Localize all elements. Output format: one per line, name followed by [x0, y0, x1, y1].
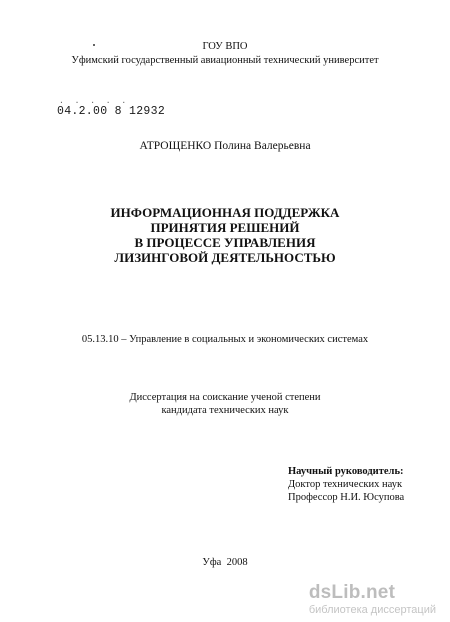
watermark-subtitle: библиотека диссертаций — [308, 604, 436, 616]
stamp-dots: . . . . . — [59, 97, 130, 106]
specialty-code: 05.13.10 – Управление в социальных и экономических системах — [81, 334, 369, 345]
dissertation-title — [0, 205, 450, 265]
library-stamp — [57, 97, 166, 118]
watermark-logo: dsLib.net — [308, 582, 396, 603]
title-line: ЛИЗИНГОВОЙ ДЕЯТЕЛЬНОСТЬЮ — [114, 250, 336, 265]
watermark — [309, 582, 436, 616]
university-name: Уфимский государственный авиационный технический университет — [71, 55, 379, 66]
degree-line: Диссертация на соискание ученой степени — [129, 392, 321, 403]
degree-statement — [0, 391, 450, 417]
scientific-advisor — [288, 465, 404, 504]
advisor-degree: Доктор технических наук — [288, 479, 403, 490]
title-line: ИНФОРМАЦИОННАЯ ПОДДЕРЖКА — [110, 205, 340, 220]
degree-line: кандидата технических наук — [161, 405, 289, 416]
title-line: В ПРОЦЕССЕ УПРАВЛЕНИЯ — [134, 235, 316, 250]
place-and-year: Уфа 2008 — [202, 557, 248, 568]
stamp-number: 04.2.00 8 12932 — [57, 105, 166, 118]
advisor-heading: Научный руководитель: — [288, 466, 404, 477]
author-name: АТРОЩЕНКО Полина Валерьевна — [139, 140, 311, 152]
advisor-name: Профессор Н.И. Юсупова — [288, 492, 405, 503]
organization-short: ГОУ ВПО — [202, 41, 248, 52]
title-line: ПРИНЯТИЯ РЕШЕНИЙ — [150, 220, 300, 235]
